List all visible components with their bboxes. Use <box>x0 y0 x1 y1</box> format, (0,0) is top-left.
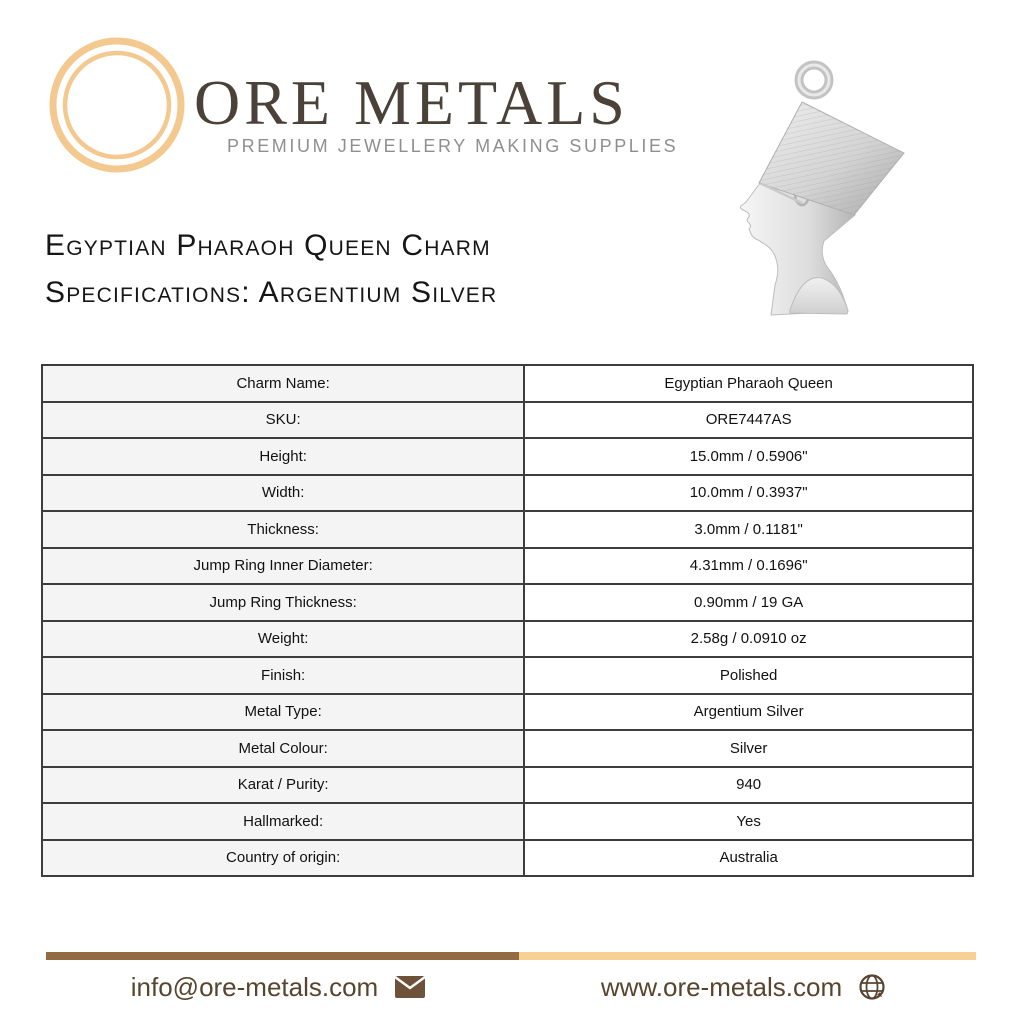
spec-value: ORE7447AS <box>524 402 973 439</box>
footer-email-text[interactable]: info@ore-metals.com <box>130 971 379 1002</box>
spec-value: 940 <box>524 767 973 804</box>
spec-label: Weight: <box>42 621 524 658</box>
spec-value: Polished <box>524 657 973 694</box>
page-title <box>45 222 497 316</box>
table-row <box>42 730 973 767</box>
spec-value: 0.90mm / 19 GA <box>524 584 973 621</box>
table-row <box>42 694 973 731</box>
table-row <box>42 584 973 621</box>
spec-label: Metal Colour: <box>42 730 524 767</box>
spec-label: Thickness: <box>42 511 524 548</box>
table-row <box>42 840 973 877</box>
footer-website[interactable] <box>511 962 976 1012</box>
footer-divider-bar <box>46 952 976 960</box>
spec-value: Silver <box>524 730 973 767</box>
table-row <box>42 621 973 658</box>
brand-logo-rings-icon <box>46 34 190 178</box>
table-row <box>42 475 973 512</box>
table-row <box>42 511 973 548</box>
globe-icon <box>858 973 886 1001</box>
spec-value: 2.58g / 0.0910 oz <box>524 621 973 658</box>
spec-value: Egyptian Pharaoh Queen <box>524 365 973 402</box>
table-row <box>42 402 973 439</box>
table-row <box>42 803 973 840</box>
table-row <box>42 438 973 475</box>
spec-label: SKU: <box>42 402 524 439</box>
spec-label: Karat / Purity: <box>42 767 524 804</box>
spec-label: Height: <box>42 438 524 475</box>
spec-value: Argentium Silver <box>524 694 973 731</box>
brand-tagline: PREMIUM JEWELLERY MAKING SUPPLIES <box>227 136 679 156</box>
footer-email[interactable] <box>46 962 511 1012</box>
spec-value: Australia <box>524 840 973 877</box>
spec-value: 10.0mm / 0.3937" <box>524 475 973 512</box>
footer-bar-brown <box>46 952 519 960</box>
envelope-icon <box>394 975 426 999</box>
footer-website-text[interactable]: www.ore-metals.com <box>600 971 843 1002</box>
table-row <box>42 548 973 585</box>
page-title-line1: Egyptian Pharaoh Queen Charm <box>45 229 491 262</box>
spec-value: Yes <box>524 803 973 840</box>
spec-label: Width: <box>42 475 524 512</box>
spec-label: Jump Ring Inner Diameter: <box>42 548 524 585</box>
spec-label: Jump Ring Thickness: <box>42 584 524 621</box>
spec-label: Country of origin: <box>42 840 524 877</box>
table-row <box>42 365 973 402</box>
table-row <box>42 767 973 804</box>
spec-label: Hallmarked: <box>42 803 524 840</box>
product-image-charm <box>738 52 920 324</box>
spec-label: Metal Type: <box>42 694 524 731</box>
spec-value: 3.0mm / 0.1181" <box>524 511 973 548</box>
spec-value: 4.31mm / 0.1696" <box>524 548 973 585</box>
spec-label: Charm Name: <box>42 365 524 402</box>
spec-table <box>41 364 974 877</box>
page-title-line2: Specifications: Argentium Silver <box>45 276 498 309</box>
spec-value: 15.0mm / 0.5906" <box>524 438 973 475</box>
spec-label: Finish: <box>42 657 524 694</box>
brand-name: ORE METALS <box>194 67 629 138</box>
footer-contacts <box>46 962 976 1012</box>
table-row <box>42 657 973 694</box>
footer-bar-gold <box>519 952 976 960</box>
